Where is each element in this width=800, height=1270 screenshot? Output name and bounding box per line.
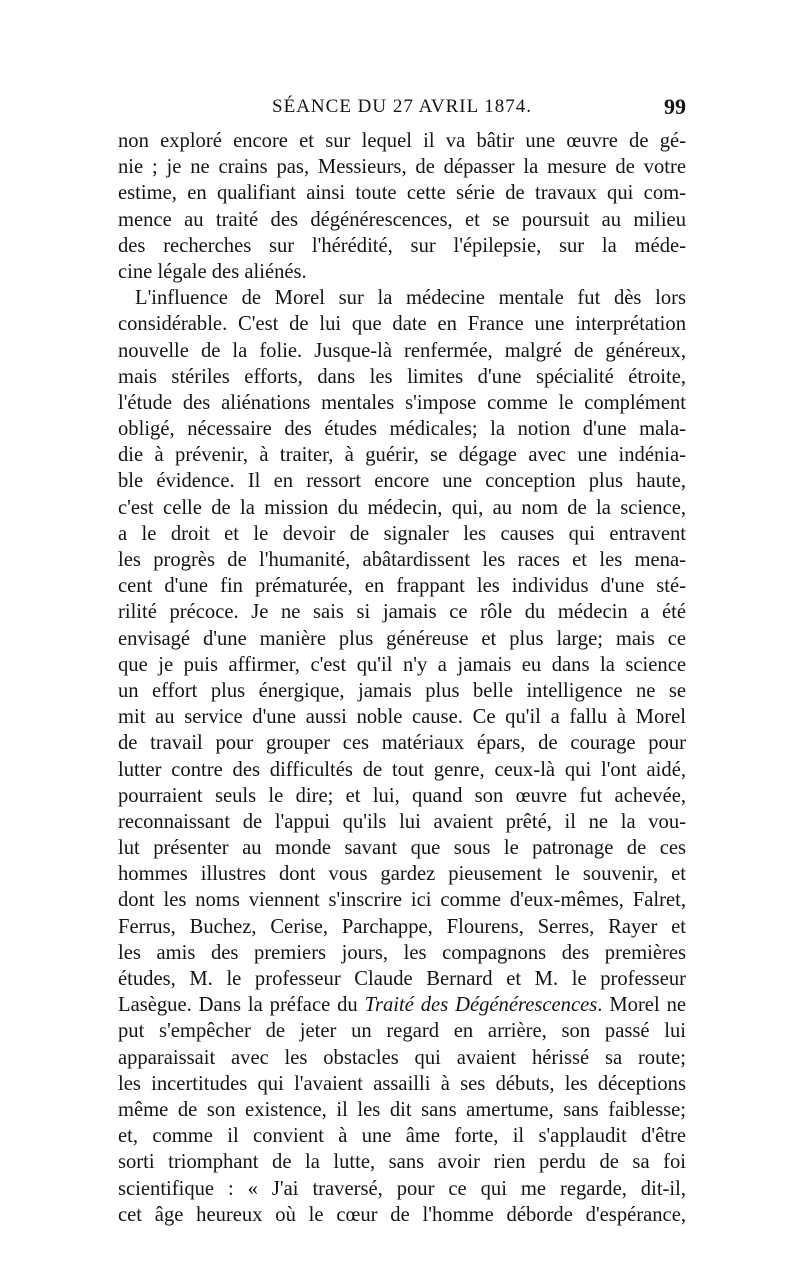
text-line: envisagé d'une manière plus généreuse et plus large; mais ce [118, 627, 686, 650]
text-line: que je puis affirmer, c'est qu'il n'y a jamais eu dans la science [118, 653, 686, 676]
text-line: des recherches sur l'hérédité, sur l'épilepsie, sur la méde- [118, 234, 686, 257]
text-line: dont les noms viennent s'inscrire ici comme d'eux-mêmes, Falret, [118, 889, 686, 912]
text-line: Lasègue. Dans la préface du Traité des Dégénérescences. Morel ne [118, 994, 686, 1017]
text-line: les amis des premiers jours, les compagnons des premières [118, 941, 686, 964]
text-line: reconnaissant de l'appui qu'ils lui avaient prêté, il ne la vou- [118, 810, 686, 833]
text-line: ble évidence. Il en ressort encore une conception plus haute, [118, 470, 686, 493]
text-line: considérable. C'est de lui que date en France une interprétation [118, 313, 686, 336]
text-line: les incertitudes qui l'avaient assailli à ses débuts, les déceptions [118, 1072, 686, 1095]
text-line: estime, en qualifiant ainsi toute cette série de travaux qui com- [118, 182, 686, 205]
text-line: lut présenter au monde savant que sous le patronage de ces [118, 837, 686, 860]
text-line: cet âge heureux où le cœur de l'homme déborde d'espérance, [118, 1203, 686, 1226]
text-line: études, M. le professeur Claude Bernard et M. le professeur [118, 968, 686, 990]
text-line: même de son existence, il les dit sans amertume, sans faiblesse; [118, 1098, 686, 1121]
text-line: nouvelle de la folie. Jusque-là renfermée, malgré de généreux, [118, 339, 686, 362]
text-line: pourraient seuls le dire; et lui, quand son œuvre fut achevée, [118, 784, 686, 807]
text-line: scientifique : « J'ai traversé, pour ce qui me regarde, dit-il, [118, 1177, 686, 1200]
text-line: un effort plus énergique, jamais plus belle intelligence ne se [118, 679, 686, 702]
text-line: die à prévenir, à traiter, à guérir, se dégage avec une indénia- [118, 444, 686, 467]
text-line: cent d'une fin prématurée, en frappant les individus d'une sté- [118, 575, 686, 598]
text-line: mit au service d'une aussi noble cause. Ce qu'il a fallu à Morel [118, 706, 686, 729]
text-line: non exploré encore et sur lequel il va bâtir une œuvre de gé- [118, 130, 686, 152]
text-line: obligé, nécessaire des études médicales; la notion d'une mala- [118, 418, 686, 441]
text-line: sorti triomphant de la lutte, sans avoir rien perdu de sa foi [118, 1151, 686, 1174]
text-line: hommes illustres dont vous gardez pieusement le souvenir, et [118, 863, 686, 886]
text-line: l'étude des aliénations mentales s'impose comme le complément [118, 391, 686, 414]
text-line: cine légale des aliénés. [118, 260, 307, 283]
text-line: de travail pour grouper ces matériaux épars, de courage pour [118, 732, 686, 755]
body-text [118, 128, 686, 1228]
running-header [118, 92, 686, 122]
text-line: et, comme il convient à une âme forte, il s'applaudit d'être [118, 1125, 686, 1148]
text-line: rilité précoce. Je ne sais si jamais ce rôle du médecin a été [118, 601, 686, 624]
book-title-italic: Traité des Dégénérescences [364, 994, 598, 1017]
text-line: mence au traité des dégénérescences, et se poursuit au milieu [118, 208, 686, 231]
page-number: 99 [664, 94, 686, 119]
text-line: nie ; je ne crains pas, Messieurs, de dépasser la mesure de votre [118, 156, 686, 179]
text-line: les progrès de l'humanité, abâtardissent les races et les mena- [118, 549, 686, 571]
text-line: apparaissait avec les obstacles qui avaient hérissé sa route; [118, 1046, 686, 1069]
text-line: put s'empêcher de jeter un regard en arrière, son passé lui [118, 1020, 686, 1043]
text-line: Ferrus, Buchez, Cerise, Parchappe, Flourens, Serres, Rayer et [118, 915, 686, 938]
text-line: mais stériles efforts, dans les limites d'une spécialité étroite, [118, 365, 686, 388]
text-line: lutter contre des difficultés de tout genre, ceux-là qui l'ont aidé, [118, 758, 686, 781]
text-line: c'est celle de la mission du médecin, qui, au nom de la science, [118, 496, 686, 519]
running-title: SÉANCE DU 27 AVRIL 1874. [272, 96, 532, 117]
text-line: a le droit et le devoir de signaler les causes qui entravent [118, 522, 686, 545]
text-line: L'influence de Morel sur la médecine mentale fut dès lors [135, 287, 686, 310]
